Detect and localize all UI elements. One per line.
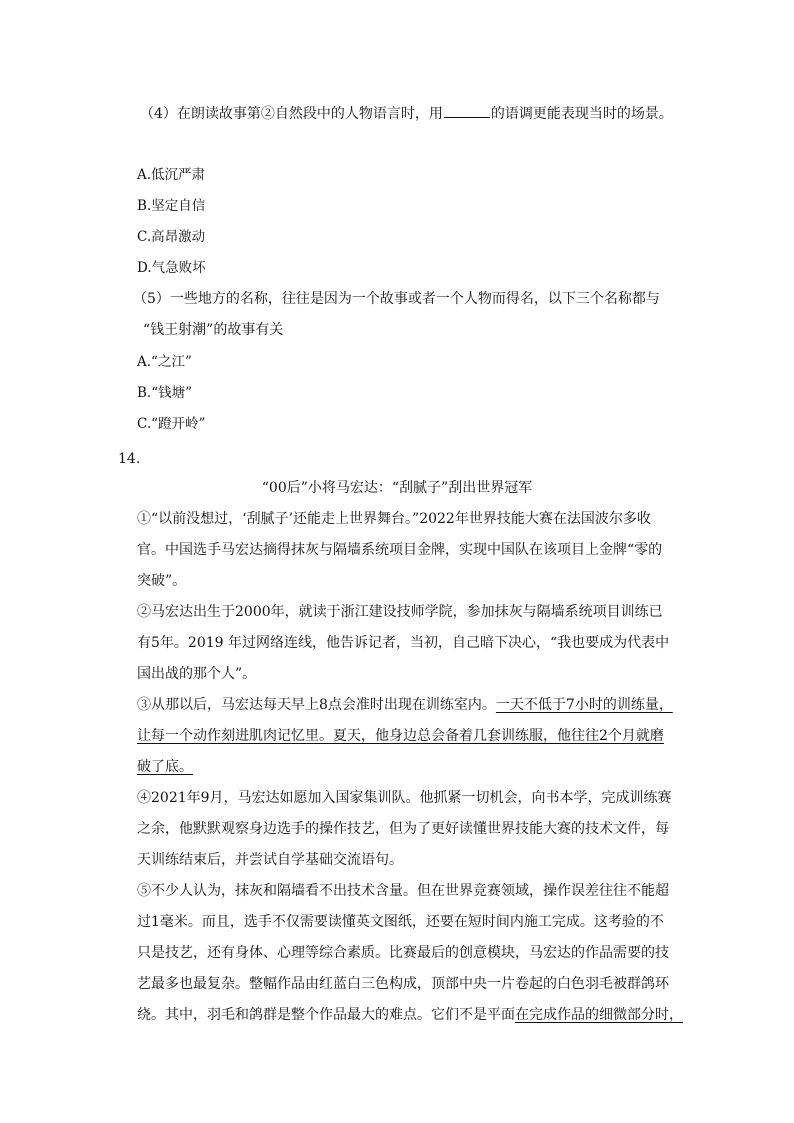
q4-option-b: B.坚定自信: [137, 198, 206, 214]
q4-stem-prefix: （4）在朗读故事第②自然段中的人物语言时，用: [140, 106, 443, 122]
p3-line1-plain: ③从那以后，马宏达每天早上8点会准时出现在训练室内。: [137, 697, 496, 713]
p2-line3: 国出战的那个人”。: [137, 666, 257, 682]
q5-stem-line1: （5）一些地方的名称，往往是因为一个故事或者一个人物而得名，以下三个名称都与: [133, 291, 660, 307]
p5-line5: [137, 1006, 683, 1024]
p3-line1-underlined: 一天不低于7小时的训练量，: [495, 697, 673, 713]
p5-line5-plain: 绕。其中，羽毛和鸽群是整个作品最大的难点。它们不是平面: [137, 1007, 515, 1023]
q4-option-a: A.低沉严肃: [137, 167, 206, 183]
article-title: “00后”小将马宏达：“刮腻子”刮出世界冠军: [261, 480, 533, 496]
p4-line1: ④2021年9月，马宏达如愿加入国家集训队。他抓紧一切机会，向书本学，完成训练赛: [137, 790, 672, 806]
p5-line4: 艺最多也最复杂。整幅作品由红蓝白三色构成，顶部中央一片卷起的白色羽毛被群鸽环: [137, 976, 669, 992]
p3-line2-underlined: 让每一个动作刻进肌肉记忆里。夏天，他身边总会备着几套训练服，他往往2个月就磨: [137, 728, 664, 744]
q5-option-a: A.“之江”: [137, 354, 192, 370]
p3-line3-underlined: 破了底。: [137, 759, 193, 775]
q4-answer-blank[interactable]: [444, 104, 490, 118]
q5-option-c: C.“蹬开岭”: [137, 416, 206, 432]
p5-line1: ⑤不少人认为，抹灰和隔墙看不出技术含量。但在世界竞赛领域，操作误差往往不能超: [137, 883, 669, 899]
p3-line1: [137, 696, 673, 714]
p5-line3: 只是技艺，还有身体、心理等综合素质。比赛最后的创意模块，马宏达的作品需要的技: [137, 945, 669, 961]
p5-line2: 过1毫米。而且，选手不仅需要读懂英文图纸，还要在短时间内施工完成。这考验的不: [137, 914, 664, 930]
q4-stem: [140, 104, 673, 123]
p1-line1: ①“以前没想过，‘刮腻子’还能走上世界舞台。”2022年世界技能大赛在法国波尔多收: [137, 511, 651, 527]
p5-line5-underlined: 在完成作品的细微部分时，: [515, 1007, 683, 1023]
p1-line2: 官。中国选手马宏达摘得抹灰与隔墙系统项目金牌，实现中国队在该项目上金牌“零的: [137, 542, 663, 558]
q5-option-b: B.“钱塘”: [137, 385, 193, 401]
p2-line2: 有5年。2019 年过网络连线，他告诉记者，当初，自己暗下决心，“我也要成为代表中: [137, 635, 670, 651]
p4-line3: 天训练结束后，并尝试自学基础交流语句。: [137, 852, 403, 868]
q4-stem-suffix: 的语调更能表现当时的场景。: [490, 106, 673, 122]
p1-line3: 突破”。: [137, 573, 187, 589]
q5-stem-line2: “钱王射潮”的故事有关: [143, 322, 284, 338]
q4-option-c: C.高昂激动: [137, 229, 206, 245]
q4-option-d: D.气急败坏: [137, 260, 206, 276]
p4-line2: 之余，他默默观察身边选手的操作技艺，但为了更好读懂世界技能大赛的技术文件，每: [137, 821, 669, 837]
q14-number: 14.: [118, 451, 141, 467]
p2-line1: ②马宏达出生于2000年，就读于浙江建设技师学院，参加抹灰与隔墙系统项目训练已: [137, 604, 663, 620]
